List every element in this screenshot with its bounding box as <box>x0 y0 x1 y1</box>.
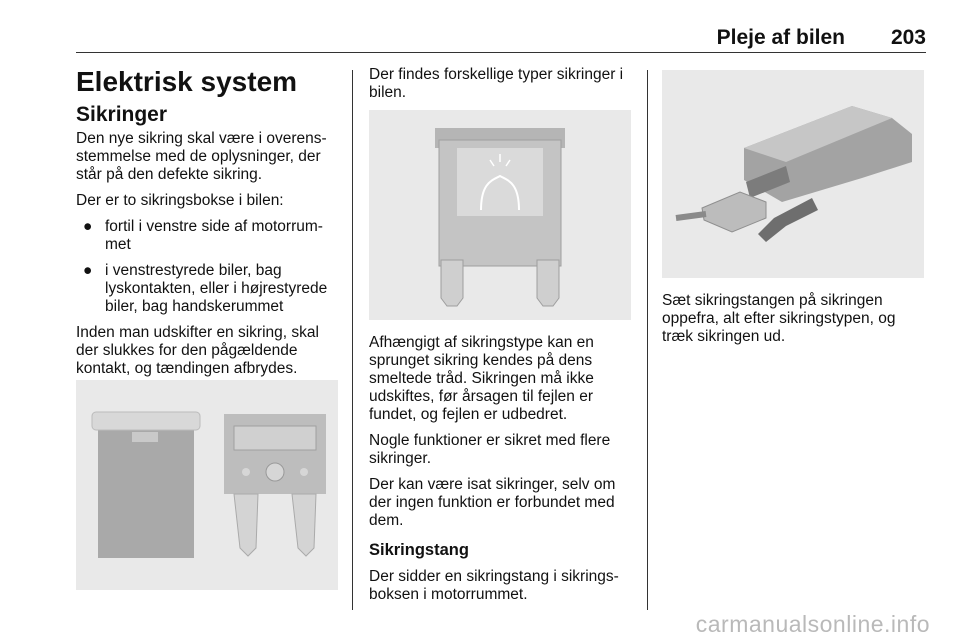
paragraph: Nogle funktioner er sikret med flere sikringer. <box>369 432 611 467</box>
paragraph: Der er to sikringsbokse i bilen: <box>76 192 284 209</box>
subsection-heading: Sikringer <box>76 103 168 126</box>
paragraph: Der kan være isat sikringer, selv om der ingen funktion er forbundet med dem. <box>369 476 616 529</box>
fuse-puller-illustration <box>662 70 924 278</box>
paragraph: Inden man udskifter en sikring, skal der slukkes for den pågældende kontakt, og tændingen afbrydes. <box>76 324 319 377</box>
list-item: ● i venstrestyrede biler, bag lyskontakten, eller i højrestyrede biler, bag handskerummet <box>83 262 328 315</box>
column-1 <box>76 66 342 386</box>
paragraph: Der sidder en sikringstang i sikrings-boksen i motorrummet. <box>369 568 619 603</box>
fuse-box-list <box>76 218 342 316</box>
column-divider-2 <box>647 70 648 610</box>
watermark: carmanualsonline.info <box>695 611 930 637</box>
column-2-lower <box>369 334 635 612</box>
fuse-illustration <box>369 110 631 320</box>
column-3 <box>662 292 924 354</box>
paragraph: Den nye sikring skal være i overens-stemmelse med de oplysninger, der står på den defekte sikring. <box>76 130 327 183</box>
header-rule <box>76 52 926 53</box>
column-2 <box>369 66 635 110</box>
paragraph: Sæt sikringstangen på sikringen oppefra, alt efter sikringstypen, og træk sikringen ud. <box>662 292 896 345</box>
bullet: ● <box>83 218 93 235</box>
header-title: Pleje af bilen <box>716 26 845 49</box>
section-heading: Elektrisk system <box>76 66 298 97</box>
paragraph: Der findes forskellige typer sikringer i bilen. <box>369 66 624 101</box>
fuse-types-illustration <box>76 380 338 590</box>
bullet: ● <box>83 262 93 279</box>
column-divider-1 <box>352 70 353 610</box>
list-item: ● fortil i venstre side af motorrum-met <box>83 218 323 253</box>
subsection-heading: Sikringstang <box>369 541 469 559</box>
paragraph: Afhængigt af sikringstype kan en sprunget sikring kendes på dens smeltede tråd. Sikringen må ikke udskiftes, før årsagen til fejlen er fundet, og fejlen er udbedret. <box>369 334 594 423</box>
page-number: 203 <box>890 26 926 49</box>
